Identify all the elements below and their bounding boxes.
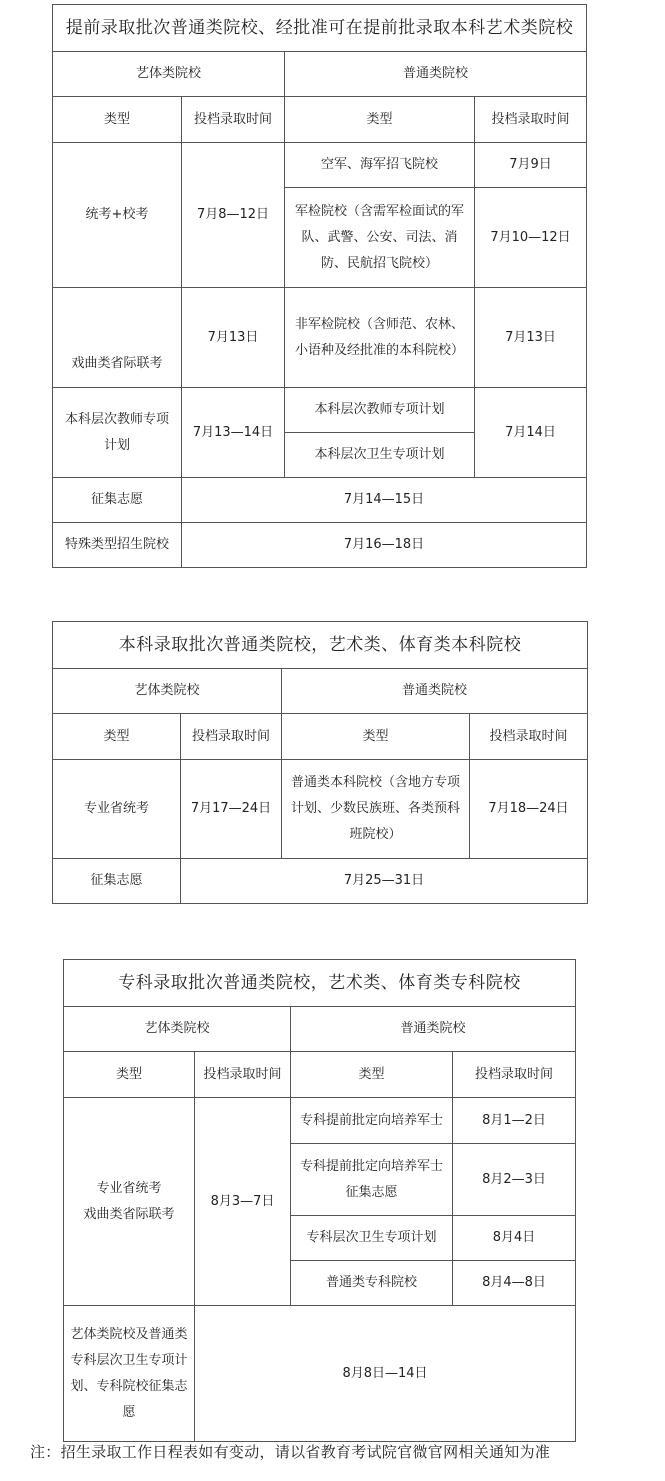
column-header-time: 投档录取时间 xyxy=(182,97,285,143)
column-header-type: 类型 xyxy=(291,1052,453,1098)
general-type-cell: 军检院校（含需军检面试的军队、武警、公安、司法、消防、民航招飞院校） xyxy=(285,188,475,288)
column-header-time: 投档录取时间 xyxy=(181,714,282,760)
column-header-type: 类型 xyxy=(53,97,182,143)
general-type-cell: 专科层次卫生专项计划 xyxy=(291,1216,453,1261)
general-time-cell: 7月18—24日 xyxy=(470,760,588,859)
group-header-general: 普通类院校 xyxy=(282,669,588,714)
supplement-time: 7月14—15日 xyxy=(182,478,587,523)
schedule-table-early-admission xyxy=(52,4,587,568)
art-type-cell: 戏曲类省际联考 xyxy=(53,288,182,388)
general-time-cell: 8月4日 xyxy=(453,1216,576,1261)
group-header-art: 艺体类院校 xyxy=(53,669,282,714)
art-time-cell: 7月13日 xyxy=(182,288,285,388)
special-time: 7月16—18日 xyxy=(182,523,587,568)
supplement-label: 征集志愿 xyxy=(53,859,181,904)
column-header-time: 投档录取时间 xyxy=(453,1052,576,1098)
general-time-cell: 7月13日 xyxy=(475,288,587,388)
art-time-cell: 7月8—12日 xyxy=(182,143,285,288)
schedule-table-undergraduate xyxy=(52,621,588,904)
general-type-cell: 专科提前批定向培养军士征集志愿 xyxy=(291,1144,453,1216)
column-header-time: 投档录取时间 xyxy=(470,714,588,760)
general-type-cell: 空军、海军招飞院校 xyxy=(285,143,475,188)
art-time-cell: 8月3—7日 xyxy=(195,1098,291,1306)
group-header-art: 艺体类院校 xyxy=(53,52,285,97)
general-time-cell: 7月14日 xyxy=(475,388,587,478)
art-type-line: 戏曲类省际联考 xyxy=(83,1206,175,1222)
art-type-cell: 专业省统考 xyxy=(53,760,181,859)
group-header-general: 普通类院校 xyxy=(285,52,587,97)
column-header-type: 类型 xyxy=(64,1052,195,1098)
column-header-type: 类型 xyxy=(285,97,475,143)
general-type-cell: 专科提前批定向培养军士 xyxy=(291,1098,453,1144)
group-header-general: 普通类院校 xyxy=(291,1007,576,1052)
general-time-cell: 7月9日 xyxy=(475,143,587,188)
general-time-cell: 7月10—12日 xyxy=(475,188,587,288)
column-header-time: 投档录取时间 xyxy=(195,1052,291,1098)
general-type-cell: 非军检院校（含师范、农林、小语种及经批准的本科院校） xyxy=(285,288,475,388)
general-time-cell: 8月2—3日 xyxy=(453,1144,576,1216)
supplement-label: 征集志愿 xyxy=(53,478,182,523)
footnote: 注：招生录取工作日程表如有变动，请以省教育考试院官微官网相关通知为准 xyxy=(30,1443,551,1461)
general-type-cell: 本科层次卫生专项计划 xyxy=(285,433,475,478)
general-type-cell: 本科层次教师专项计划 xyxy=(285,388,475,433)
art-time-cell: 7月13—14日 xyxy=(182,388,285,478)
art-type-cell: 统考+校考 xyxy=(53,143,182,288)
supplement-time: 8月8日—14日 xyxy=(195,1306,576,1442)
column-header-type: 类型 xyxy=(282,714,470,760)
column-header-type: 类型 xyxy=(53,714,181,760)
general-type-cell: 普通类本科院校（含地方专项计划、少数民族班、各类预科班院校） xyxy=(282,760,470,859)
art-type-line: 专业省统考 xyxy=(96,1180,162,1196)
art-type-cell xyxy=(64,1098,195,1306)
supplement-label: 艺体类院校及普通类专科层次卫生专项计划、专科院校征集志愿 xyxy=(64,1306,195,1442)
group-header-art: 艺体类院校 xyxy=(64,1007,291,1052)
general-time-cell: 8月4—8日 xyxy=(453,1261,576,1306)
art-time-cell: 7月17—24日 xyxy=(181,760,282,859)
column-header-time: 投档录取时间 xyxy=(475,97,587,143)
general-type-cell: 普通类专科院校 xyxy=(291,1261,453,1306)
art-type-cell: 本科层次教师专项计划 xyxy=(53,388,182,478)
table-title: 专科录取批次普通类院校，艺术类、体育类专科院校 xyxy=(64,960,576,1007)
general-time-cell: 8月1—2日 xyxy=(453,1098,576,1144)
schedule-table-junior-college xyxy=(63,959,576,1442)
table-title: 提前录取批次普通类院校、经批准可在提前批录取本科艺术类院校 xyxy=(53,5,587,52)
supplement-time: 7月25—31日 xyxy=(181,859,588,904)
table-title: 本科录取批次普通类院校，艺术类、体育类本科院校 xyxy=(53,622,588,669)
special-label: 特殊类型招生院校 xyxy=(53,523,182,568)
